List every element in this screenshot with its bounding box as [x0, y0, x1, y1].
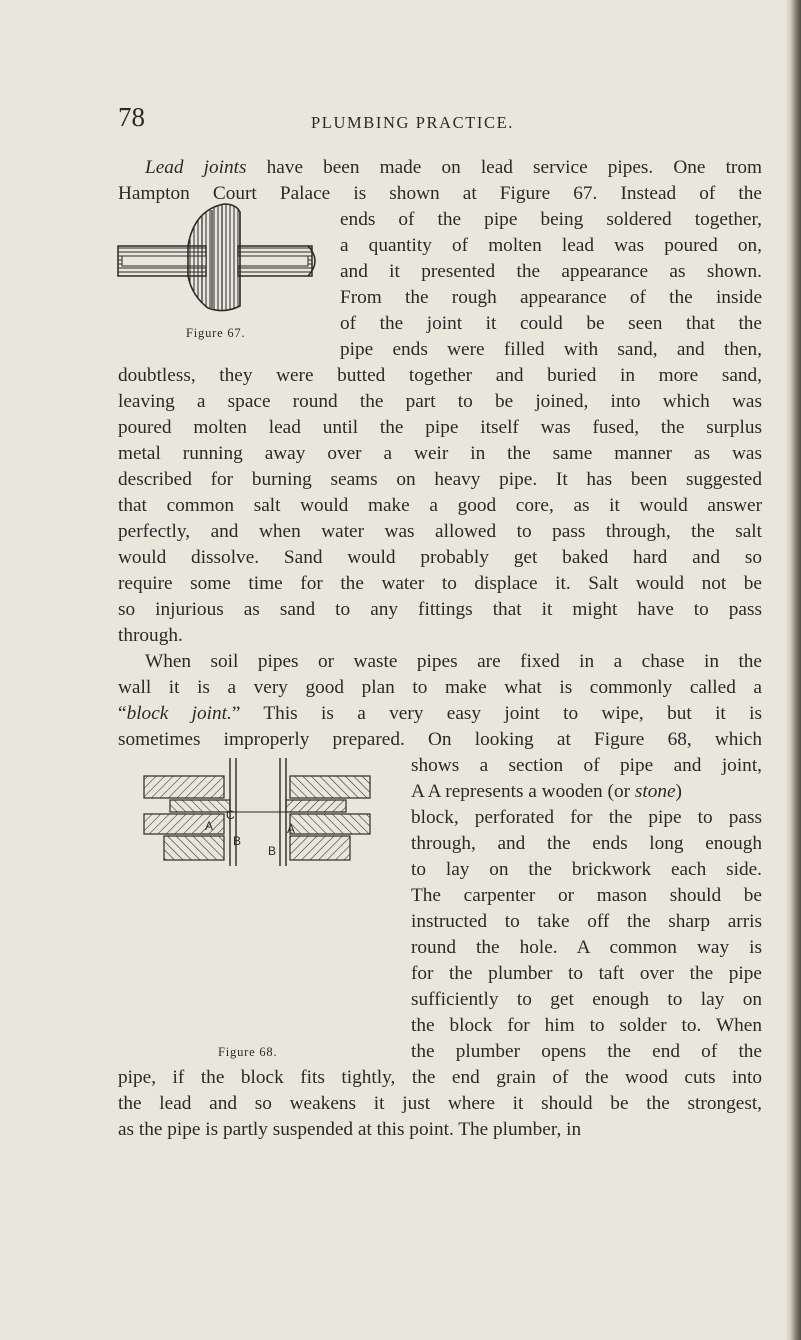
text-line: for the plumber to taft over the pipe [411, 963, 762, 984]
text-line: pipe, if the block fits tightly, the end grain of the wood cuts into [118, 1067, 762, 1088]
text-span: ” This is a very easy joint to wipe, but it is [231, 703, 762, 724]
open-quote: “ [118, 703, 127, 724]
page-edge-shadow [785, 0, 801, 1340]
text-line: block, perforated for the pipe to pass [411, 807, 762, 828]
text-line: ends of the pipe being soldered together, [340, 209, 762, 230]
text-line: the plumber opens the end of the [411, 1041, 762, 1062]
text-line: When soil pipes or waste pipes are fixed in a chase in the [145, 651, 762, 672]
text-line: round the hole. A common way is [411, 937, 762, 958]
text-line: leaving a space round the part to be joined, into which was [118, 391, 762, 412]
text-line: through. [118, 625, 183, 646]
running-title: PLUMBING PRACTICE. [311, 113, 514, 132]
text-line: require some time for the water to displace it. Salt would not be [118, 573, 762, 594]
text-line: as the pipe is partly suspended at this point. The plumber, in [118, 1119, 582, 1140]
text-line: and it presented the appearance as shown. [340, 261, 762, 282]
figure-67-caption: Figure 67. [186, 326, 246, 340]
label-c: C [226, 808, 235, 822]
text-line: wall it is a very good plan to make what is commonly called a [118, 677, 762, 698]
text-line: of the joint it could be seen that the [340, 313, 762, 334]
page-number: 78 [118, 102, 145, 132]
text-line: the lead and so weakens it just where it should be the strongest, [118, 1093, 762, 1114]
label-a-right: A [287, 822, 296, 836]
text-span: A A represents a wooden (or [411, 781, 635, 802]
figure-67-pipe-joint [112, 198, 332, 316]
text-line: to lay on the brickwork each side. [411, 859, 762, 880]
text-line: sufficiently to get enough to lay on [411, 989, 762, 1010]
text-line: From the rough appearance of the inside [340, 287, 762, 308]
text-line: sometimes improperly prepared. On looking at Figure 68, which [118, 729, 762, 750]
label-a-left: A [205, 819, 214, 833]
text-line: poured molten lead until the pipe itself was fused, the surplus [118, 417, 762, 438]
text-line: a quantity of molten lead was poured on, [340, 235, 762, 256]
text-line: would dissolve. Sand would probably get baked hard and so [118, 547, 762, 568]
text-line: pipe ends were filled with sand, and then, [340, 339, 762, 360]
italic-phrase: block joint. [126, 703, 232, 724]
text-line: the block for him to solder to. When [411, 1015, 762, 1036]
label-b-left: B [233, 834, 242, 848]
text-line: through, and the ends long enough [411, 833, 762, 854]
text-line [118, 701, 762, 727]
text-line: metal running away over a weir in the same manner as was [118, 443, 762, 464]
text-line: perfectly, and when water was allowed to pass through, the salt [118, 521, 762, 542]
text-span: ) [675, 781, 682, 802]
text-line: described for burning seams on heavy pipe. It has been suggested [118, 469, 762, 490]
text-line: Hampton Court Palace is shown at Figure 67. Instead of the [118, 183, 762, 204]
label-b-right: B [268, 844, 277, 858]
text-span: have been made on lead service pipes. One trom [246, 157, 762, 178]
italic-phrase: stone [634, 781, 676, 802]
figure-68-caption: Figure 68. [218, 1045, 278, 1059]
italic-phrase: Lead joints [145, 157, 247, 178]
text-line: that common salt would make a good core, as it would answer [118, 495, 762, 516]
text-line: The carpenter or mason should be [411, 885, 762, 906]
text-line [145, 155, 762, 181]
text-line: instructed to take off the sharp arris [411, 911, 762, 932]
text-line: shows a section of pipe and joint, [411, 755, 762, 776]
text-line [411, 779, 762, 805]
text-line: doubtless, they were butted together and buried in more sand, [118, 365, 762, 386]
text-line: so injurious as sand to any fittings that it might have to pass [118, 599, 762, 620]
